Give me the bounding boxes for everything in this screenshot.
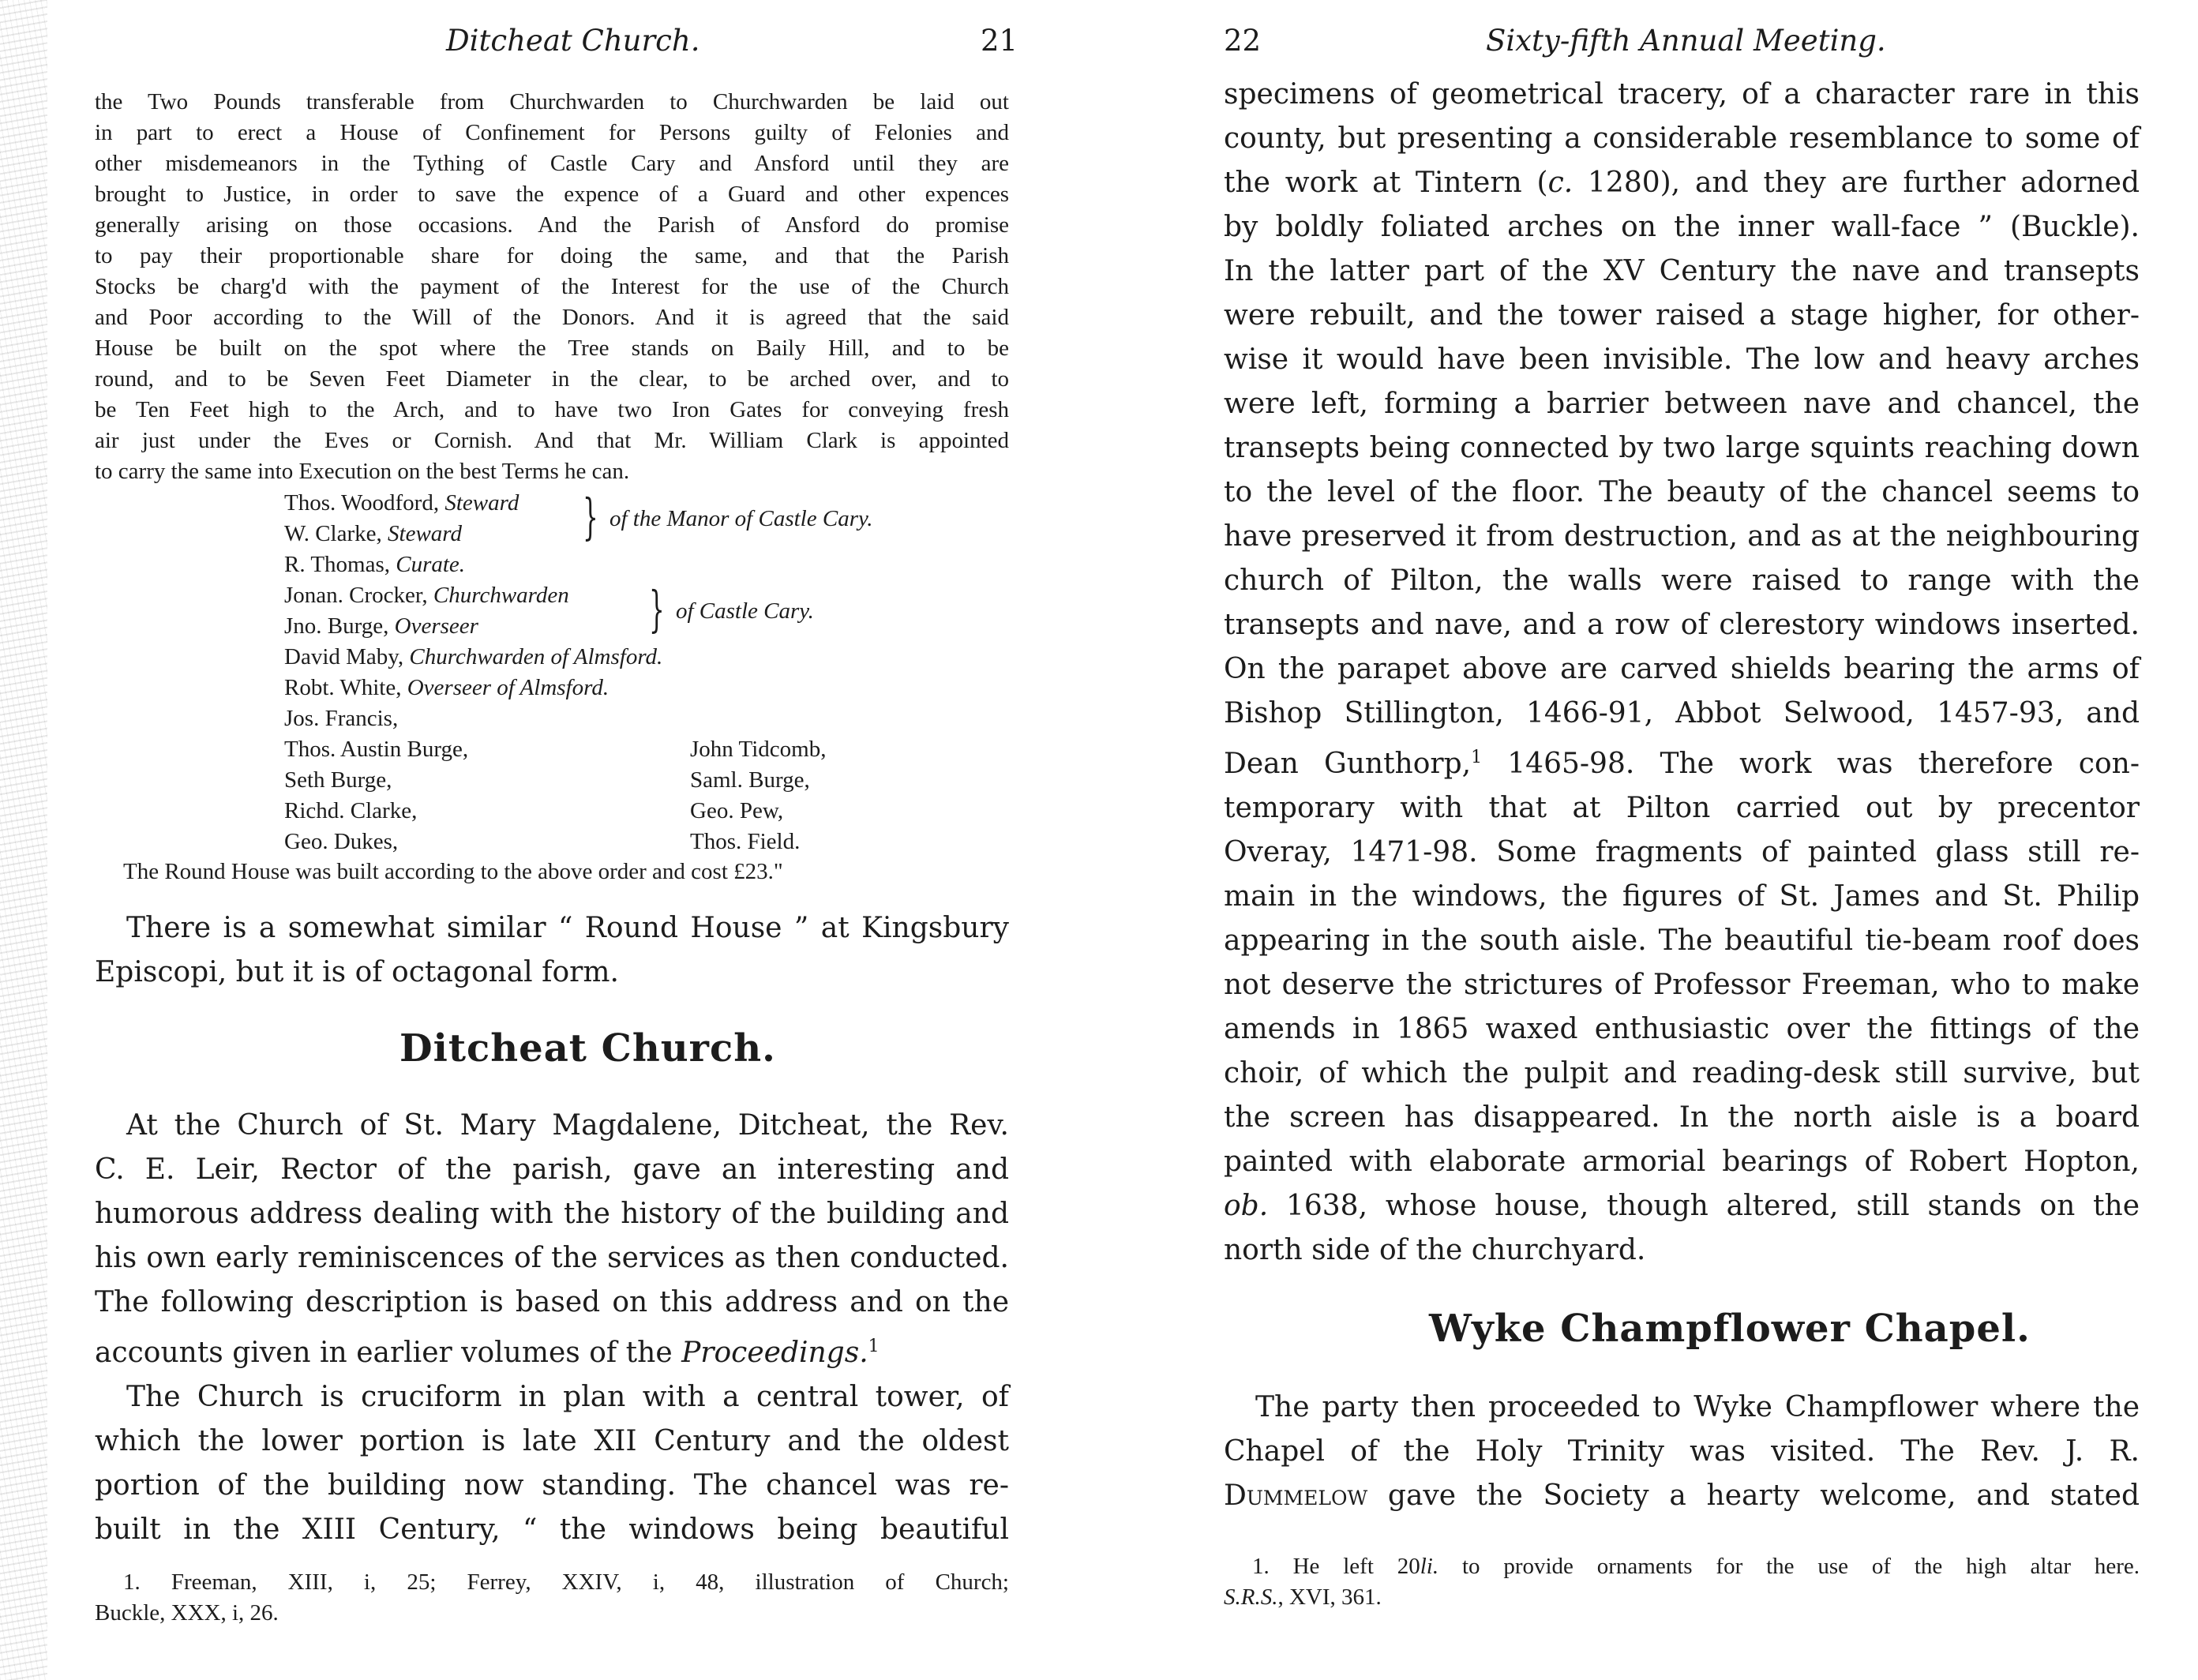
order-line: in part to erect a House of Confinement for Persons guilty of Felonies and — [95, 120, 1009, 145]
signatory-role: Churchwarden of Almsford. — [409, 644, 663, 669]
signatory-role: Curate. — [396, 552, 466, 577]
order-line: to pay their proportionable share for doing the same, and that the Parish — [95, 243, 1009, 268]
paragraph-line: which the lower portion is late XII Century and the oldest — [95, 1425, 1009, 1457]
paragraph-line: The following description is based on this address and on the — [95, 1286, 1009, 1318]
signatory-name: Jonan. Crocker, — [284, 583, 433, 608]
signatory-role: Overseer — [394, 613, 478, 639]
paragraph-line: wise it would have been invisible. The low and heavy arches — [1224, 343, 2140, 376]
similar-round-house-paragraph — [95, 906, 1009, 995]
signatory-name: Jos. Francis, — [284, 706, 399, 731]
paragraph-line: There is a somewhat similar “ Round House ” at Kingsbury — [126, 912, 1009, 944]
signatory-role: Steward — [388, 521, 462, 546]
brace-text: of the Manor of Castle Cary. — [610, 506, 873, 531]
paragraph-line: the screen has disappeared. In the north aisle is a board — [1224, 1101, 2140, 1134]
right-page-paragraph — [1224, 73, 2140, 1273]
signatory-name: David Maby, — [284, 644, 410, 669]
paragraph-line: north side of the churchyard. — [1224, 1234, 1646, 1266]
paragraph-line: appearing in the south aisle. The beautiful tie-beam roof does — [1224, 924, 2140, 957]
cary-signatories — [284, 580, 995, 642]
order-line: the Two Pounds transferable from Churchwarden to Churchwarden be laid out — [95, 89, 1009, 114]
order-text — [95, 87, 1009, 487]
paragraph-line: C. E. Leir, Rector of the parish, gave an interesting and — [95, 1153, 1009, 1186]
paragraph-line: The Church is cruciform in plan with a central tower, of — [126, 1381, 1009, 1413]
signatory-name: Jno. Burge, — [284, 613, 395, 639]
signatures-block — [284, 488, 995, 857]
footnote-line: S.R.S., XVI, 361. — [1224, 1584, 1382, 1610]
ditcheat-paragraphs — [95, 1104, 1009, 1552]
paragraph-line: At the Church of St. Mary Magdalene, Ditcheat, the Rev. — [126, 1109, 1009, 1142]
signatory-name: Thos. Woodford, — [284, 490, 445, 516]
order-line: generally arising on those occasions. And the Parish of Ansford do promise — [95, 212, 1009, 238]
paragraph-line: ob. 1638, whose house, though altered, still stands on the — [1224, 1190, 2140, 1222]
left-page-number: 21 — [981, 24, 1018, 58]
paragraph-line: painted with elaborate armorial bearings of Robert Hopton, — [1224, 1146, 2140, 1178]
brace-mark: } — [649, 580, 665, 638]
footnote-line: 1. Freeman, XIII, i, 25; Ferrey, XXIV, i, 48, illustration of Church; — [123, 1569, 1009, 1595]
paragraph-line: main in the windows, the figures of St. James and St. Philip — [1224, 880, 2140, 913]
signatory-name: Richd. Clarke, — [284, 798, 418, 823]
order-line: to carry the same into Execution on the best Terms he can. — [95, 459, 630, 484]
paragraph-line: In the latter part of the XV Century the nave and transepts — [1224, 255, 2140, 287]
signatory-name: Thos. Field. — [690, 829, 801, 854]
wyke-paragraph — [1224, 1386, 2140, 1518]
ditcheat-church-heading: Ditcheat Church. — [399, 1026, 776, 1071]
signatory-name: Saml. Burge, — [690, 767, 810, 793]
order-line: brought to Justice, in order to save the expence of a Guard and other expences — [95, 182, 1009, 207]
left-running-title: Ditcheat Church. — [446, 24, 700, 58]
right-page — [1224, 0, 2144, 1680]
footnote-ref: 1 — [868, 1337, 880, 1356]
paragraph-line: On the parapet above are carved shields bearing the arms of — [1224, 653, 2140, 685]
paragraph-line: Chapel of the Holy Trinity was visited. The Rev. J. R. — [1224, 1435, 2140, 1468]
paragraph-line: Dean Gunthorp,$^1$ 1465-98. The work was therefore con- — [1224, 748, 2140, 780]
right-running-title: Sixty-fifth Annual Meeting. — [1486, 24, 1886, 58]
paragraph-line: humorous address dealing with the history of the building and — [95, 1198, 1009, 1230]
paragraph-line: specimens of geometrical tracery, of a character rare in this — [1224, 78, 2140, 111]
paragraph-line: accounts given in earlier volumes of the Proceedings.$^1$ — [95, 1337, 880, 1369]
right-footnote — [1224, 1551, 2140, 1613]
right-page-number: 22 — [1224, 24, 1262, 58]
order-line: Stocks be charg'd with the payment of the Interest for the use of the Church — [95, 274, 1009, 299]
brace-text: of Castle Cary. — [676, 598, 814, 624]
left-page — [95, 0, 1022, 1680]
order-line: and Poor according to the Will of the Donors. And it is agreed that the said — [95, 305, 1009, 330]
paragraph-line: were left, forming a barrier between nave and chancel, the — [1224, 388, 2140, 420]
signatory-name: John Tidcomb, — [690, 737, 827, 762]
paragraph-line: have preserved it from destruction, and as at the neighbouring — [1224, 520, 2140, 553]
paragraph-line: were rebuilt, and the tower raised a stage higher, for other- — [1224, 299, 2140, 332]
order-line: be Ten Feet high to the Arch, and to have two Iron Gates for conveying fresh — [95, 397, 1009, 422]
signatory-name: R. Thomas, — [284, 552, 396, 577]
paragraph-line: Episcopi, but it is of octagonal form. — [95, 956, 619, 988]
paragraph-line: transepts and nave, and a row of clerestory windows inserted. — [1224, 609, 2140, 641]
paragraph-line: The party then proceeded to Wyke Champflower where the — [1255, 1391, 2140, 1423]
dummelow-name: Dummelow — [1224, 1479, 1368, 1512]
proceedings-title: Proceedings. — [681, 1337, 868, 1369]
paragraph-line: to the level of the floor. The beauty of the chancel seems to — [1224, 476, 2140, 508]
signatory-role: Overseer of Almsford. — [407, 675, 610, 700]
manor-signatories — [284, 488, 995, 549]
signatory-name: Robt. White, — [284, 675, 407, 700]
brace-mark: } — [583, 488, 598, 546]
paragraph-line: county, but presenting a considerable resemblance to some of — [1224, 122, 2140, 155]
signatory-name: W. Clarke, — [284, 521, 388, 546]
paragraph-line: his own early reminiscences of the services as then conducted. — [95, 1242, 1009, 1274]
paragraph-line: the work at Tintern (c. 1280), and they are further adorned — [1224, 167, 2140, 199]
order-line: air just under the Eves or Cornish. And that Mr. William Clark is appointed — [95, 428, 1009, 453]
signatory-name: Geo. Pew, — [690, 798, 784, 823]
paragraph-line: by boldly foliated arches on the inner wall-face ” (Buckle). — [1224, 211, 2140, 243]
footnote-ref: 1 — [1471, 748, 1483, 767]
signatory-role: Steward — [444, 490, 519, 516]
paragraph-line: Bishop Stillington, 1466-91, Abbot Selwood, 1457-93, and — [1224, 697, 2140, 729]
footnote-line: 1. He left 20li. to provide ornaments for the use of the high altar here. — [1252, 1554, 2140, 1579]
paragraph-line: not deserve the strictures of Professor Freeman, who to make — [1224, 969, 2140, 1001]
footnote-line: Buckle, XXX, i, 26. — [95, 1600, 279, 1626]
paragraph-line: temporary with that at Pilton carried out by precentor — [1224, 792, 2140, 824]
wyke-champflower-heading: Wyke Champflower Chapel. — [1429, 1307, 2031, 1351]
paragraph-line: choir, of which the pulpit and reading-desk still survive, but — [1224, 1057, 2140, 1089]
signatory-name: Geo. Dukes, — [284, 829, 399, 854]
paragraph-line: transepts being connected by two large squints reaching down — [1224, 432, 2140, 464]
right-page-header — [1224, 24, 2144, 63]
order-line: round, and to be Seven Feet Diameter in the clear, to be arched over, and to — [95, 366, 1009, 392]
paragraph-line: amends in 1865 waxed enthusiastic over the fittings of the — [1224, 1013, 2140, 1045]
signatory-role: Churchwarden — [433, 583, 569, 608]
signatory-name: Thos. Austin Burge, — [284, 737, 469, 762]
paragraph-line: portion of the building now standing. The chancel was re- — [95, 1469, 1009, 1502]
paragraph-line: Overay, 1471-98. Some fragments of painted glass still re- — [1224, 836, 2140, 868]
paragraph-line: church of Pilton, the walls were raised to range with the — [1224, 564, 2140, 597]
signatory-name: Seth Burge, — [284, 767, 392, 793]
order-line: House be built on the spot where the Tree stands on Baily Hill, and to be — [95, 336, 1009, 361]
order-line: other misdemeanors in the Tything of Castle Cary and Ansford until they are — [95, 151, 1009, 176]
left-footnote — [95, 1567, 1009, 1629]
round-house-note: The Round House was built according to the above order and cost £23." — [123, 859, 783, 884]
paragraph-line: Dummelow gave the Society a hearty welcome, and stated — [1224, 1479, 2140, 1512]
paragraph-line: built in the XIII Century, “ the windows being beautiful — [95, 1513, 1009, 1546]
left-page-header — [95, 24, 1022, 63]
scan-edge-speckle — [0, 0, 47, 1680]
